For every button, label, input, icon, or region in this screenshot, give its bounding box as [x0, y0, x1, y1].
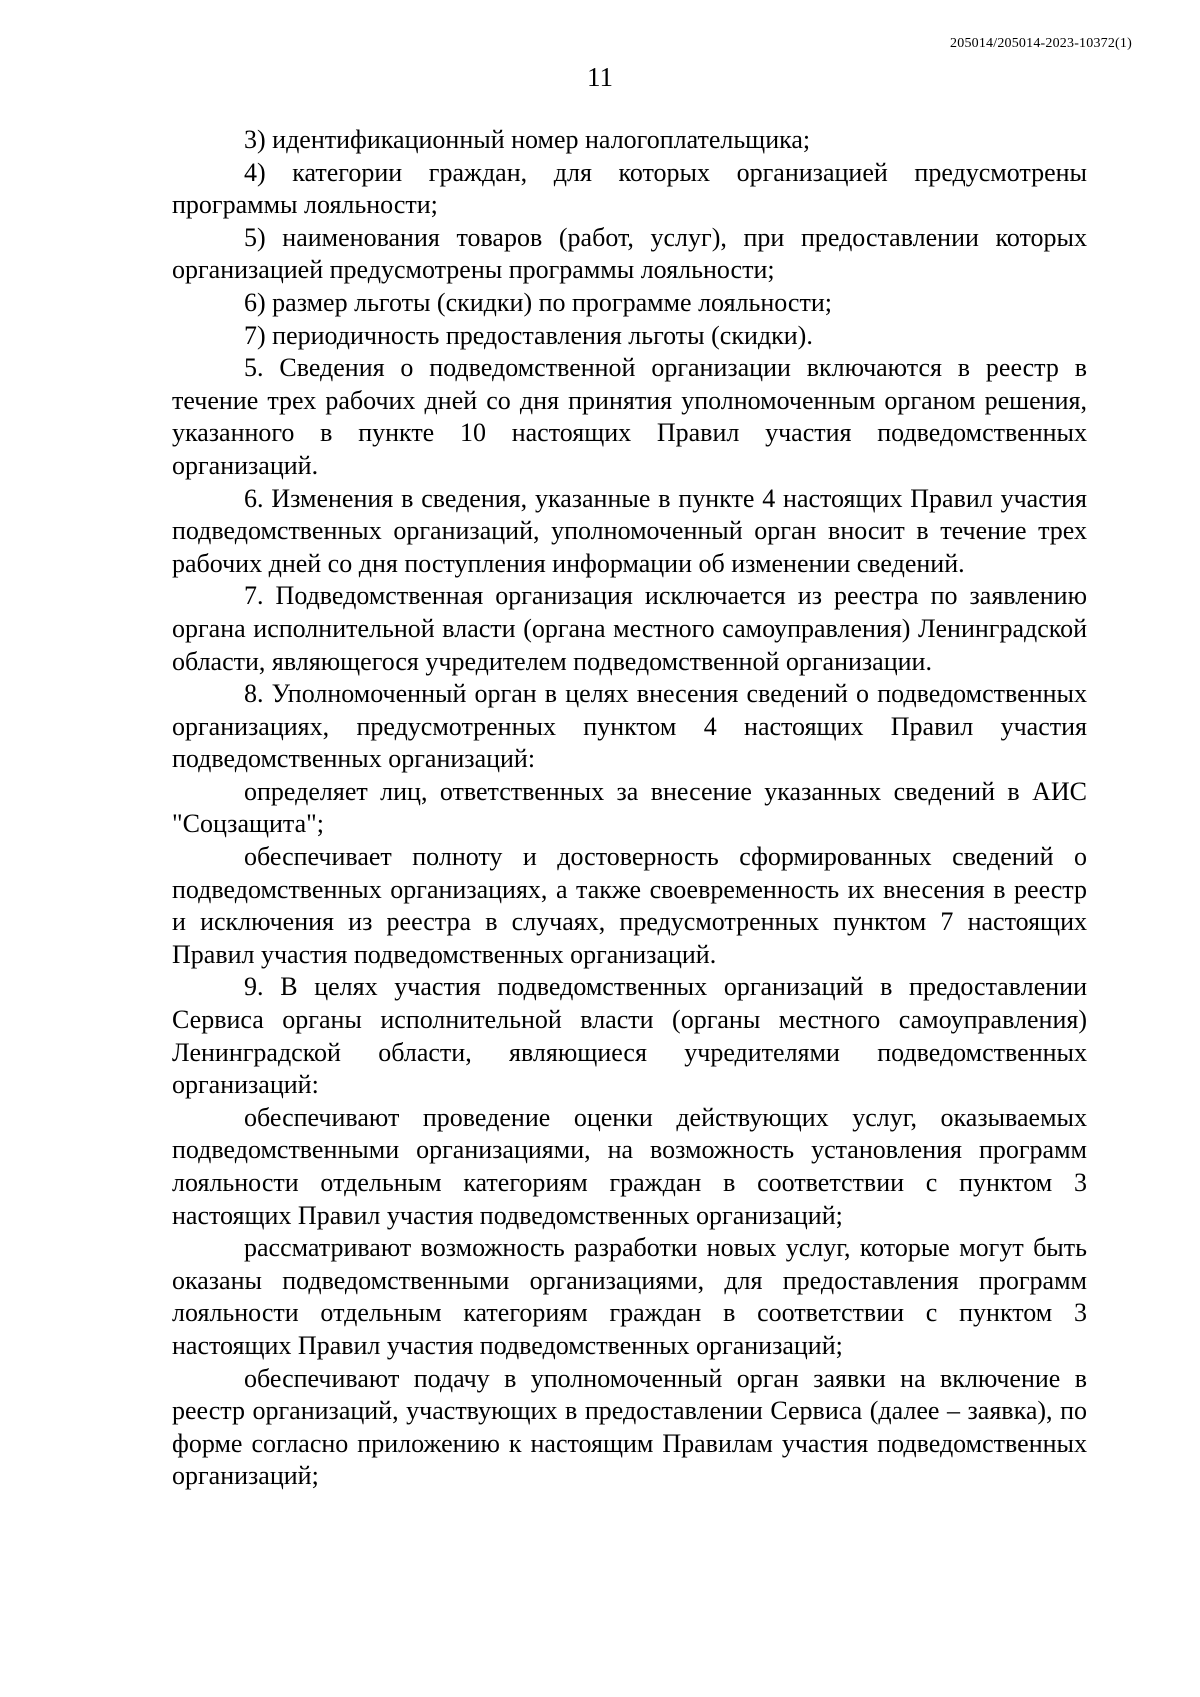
- page-number: 11: [587, 62, 613, 92]
- paragraph-clause-9: 9. В целях участия подведомственных организаций в предоставлении Сервиса органы исполнительной власти (органы местного самоуправления) Ленинградской области, являющиеся учредителями подведомственных организаций:: [172, 972, 1087, 1100]
- paragraph-clause-8-sub-1: определяет лиц, ответственных за внесение указанных сведений в АИС "Соцзащита";: [172, 776, 1087, 839]
- paragraph-item-3: 3) идентификационный номер налогоплательщика;: [244, 125, 811, 154]
- paragraph-clause-8-sub-2: обеспечивает полноту и достоверность сформированных сведений о подведомственных организациях, а также своевременность их внесения в реестр и исключения из реестра в случаях, предусмотренных пунктом 7 настоящих Правил участия подведомственных организаций.: [172, 842, 1087, 969]
- paragraph-item-4: 4) категории граждан, для которых организацией предусмотрены программы лояльности;: [172, 157, 1087, 220]
- paragraph-clause-9-sub-1: обеспечивают проведение оценки действующих услуг, оказываемых подведомственными организациями, на возможность установления программ лояльности отдельным категориям граждан в соответствии с пунктом 3 настоящих Правил участия подведомственных организаций;: [172, 1102, 1087, 1230]
- paragraph-item-5: 5) наименования товаров (работ, услуг), при предоставлении которых организацией предусмотрены программы лояльности;: [172, 222, 1087, 285]
- document-id: 205014/205014-2023-10372(1): [950, 36, 1132, 51]
- paragraph-clause-7: 7. Подведомственная организация исключается из реестра по заявлению органа исполнительной власти (органа местного самоуправления) Ленинградской области, являющегося учредителем подведомственной организации.: [172, 581, 1087, 676]
- paragraph-clause-9-sub-3: обеспечивают подачу в уполномоченный орган заявки на включение в реестр организаций, участвующих в предоставлении Сервиса (далее – заявка), по форме согласно приложению к настоящим Правилам участия подведомственных организаций;: [172, 1363, 1087, 1491]
- paragraph-clause-6: 6. Изменения в сведения, указанные в пункте 4 настоящих Правил участия подведомственных организаций, уполномоченный орган вносит в течение трех рабочих дней со дня поступления информации об изменении сведений.: [172, 483, 1087, 578]
- document-body: [172, 124, 1087, 1493]
- paragraph-clause-5: 5. Сведения о подведомственной организации включаются в реестр в течение трех рабочих дней со дня принятия уполномоченным органом решения, указанного в пункте 10 настоящих Правил участия подведомственных организаций.: [172, 353, 1087, 480]
- paragraph-clause-8: 8. Уполномоченный орган в целях внесения сведений о подведомственных организациях, предусмотренных пунктом 4 настоящих Правил участия подведомственных организаций:: [172, 679, 1087, 774]
- paragraph-item-6: 6) размер льготы (скидки) по программе лояльности;: [244, 287, 832, 317]
- paragraph-clause-9-sub-2: рассматривают возможность разработки новых услуг, которые могут быть оказаны подведомственными организациями, для предоставления программ лояльности отдельным категориям граждан в соответствии с пунктом 3 настоящих Правил участия подведомственных организаций;: [172, 1233, 1087, 1360]
- paragraph-item-7: 7) периодичность предоставления льготы (скидки).: [244, 320, 813, 350]
